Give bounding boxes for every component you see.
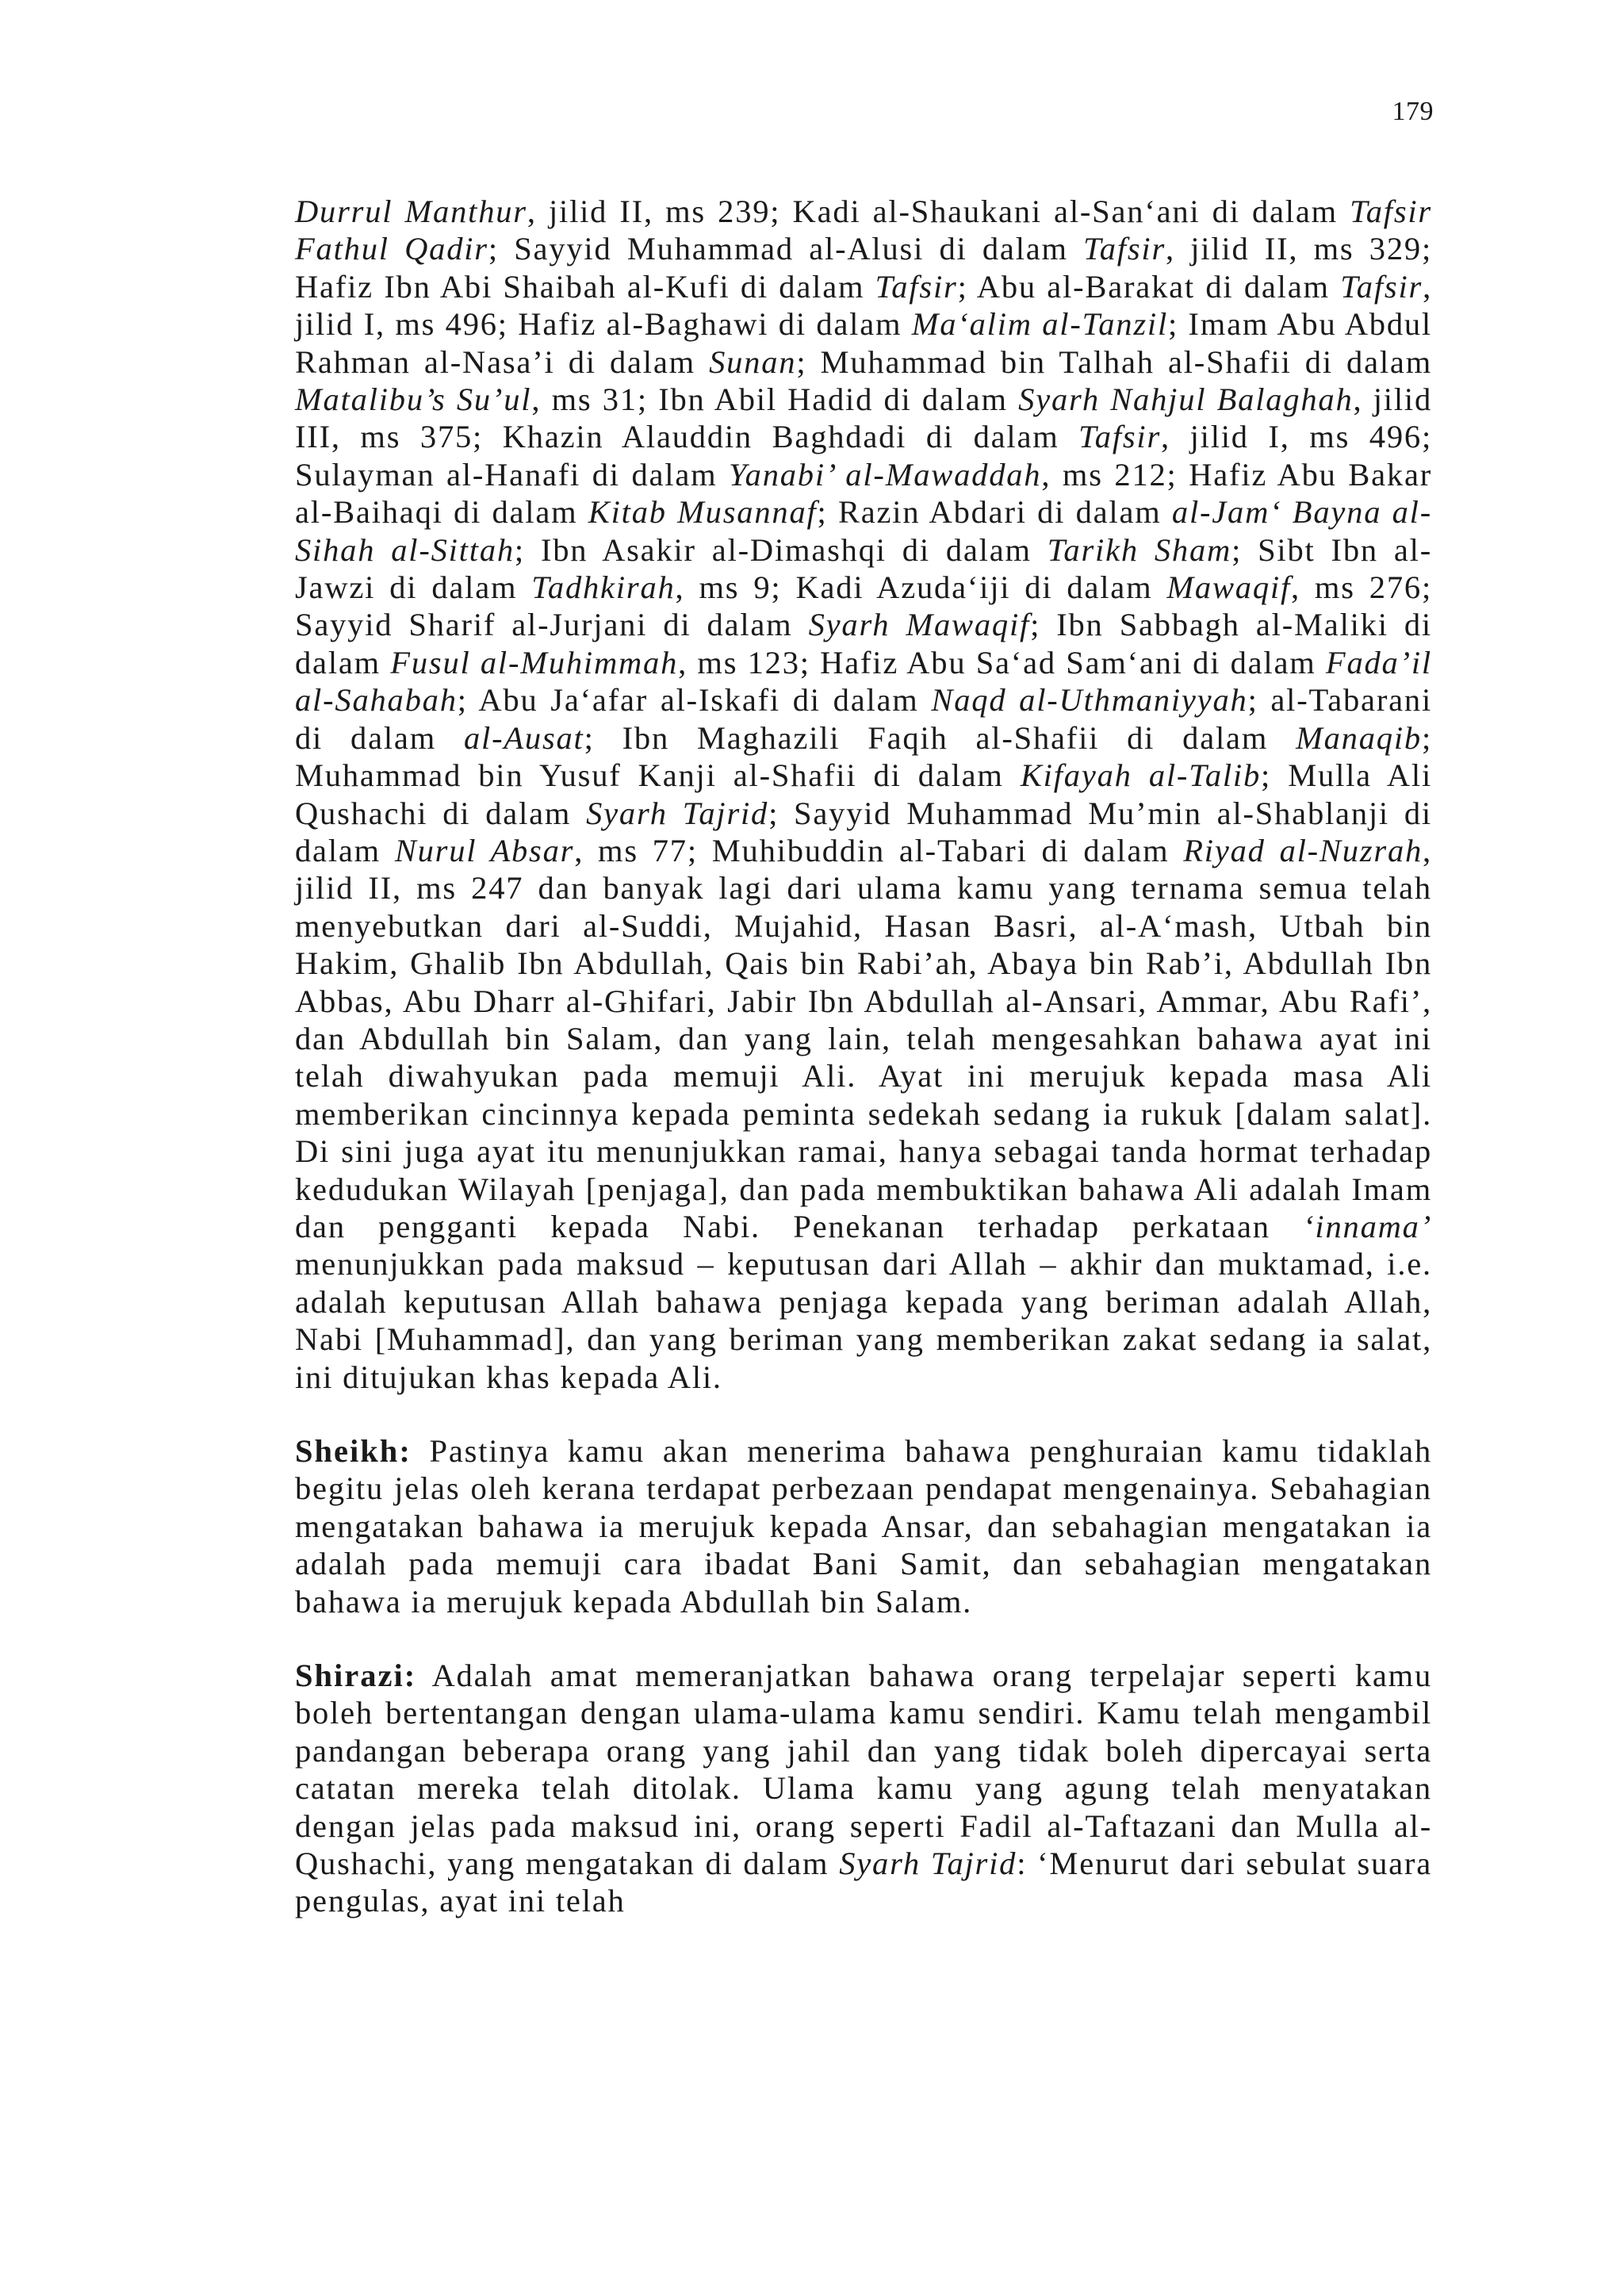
text-run: ; Ibn Sabbagh al-Maliki di dalam xyxy=(295,607,1432,680)
text-run: , jilid II, ms 239; Kadi al-Shaukani al-San‘ani di dalam xyxy=(527,194,1350,229)
book-title: Syarh Tajrid xyxy=(586,795,769,831)
book-title: Fusul al-Muhimmah xyxy=(390,644,679,680)
book-title: Durrul Manthur xyxy=(295,194,527,229)
book-title: Tafsir xyxy=(875,268,958,305)
text-run: , ms 9; Kadi Azuda‘iji di dalam xyxy=(675,569,1167,606)
text-run: ; Razin Abdari di dalam xyxy=(817,494,1172,531)
book-title: Matalibu’s Su’ul xyxy=(295,381,532,418)
text-run: ; Sayyid Muhammad al-Alusi di dalam xyxy=(488,231,1084,267)
text-run: , ms 77; Muhibuddin al-Tabari di dalam xyxy=(574,832,1184,868)
book-title: Riyad al-Nuzrah xyxy=(1183,832,1423,868)
text-run: Adalah amat memeranjatkan bahawa orang terpelajar seperti kamu boleh bertentangan dengan ulama-ulama kamu sendiri. Kamu telah mengambil pandangan beberapa orang yang jahil dan yang tidak boleh dipercayai serta catatan mereka telah ditolak. Ulama kamu yang agung telah menyatakan dengan jelas pada maksud ini, orang seperti Fadil al-Taftazani dan Mulla al-Qushachi, yang mengatakan di dalam xyxy=(295,1658,1432,1882)
text-run: ; Ibn Maghazili Faqih al-Shafii di dalam xyxy=(584,719,1297,756)
text-run: ; Sibt Ibn al-Jawzi di dalam xyxy=(295,531,1433,606)
dialogue-paragraph xyxy=(295,1657,1432,1920)
text-run: , ms 276; Sayyid Sharif al-Jurjani di dalam xyxy=(295,569,1433,643)
book-title: Nurul Absar xyxy=(394,832,575,868)
book-title: Tafsir xyxy=(1083,231,1166,267)
book-title: Manaqib xyxy=(1296,719,1422,756)
reference-paragraph xyxy=(295,193,1432,1396)
book-title: al-Jam‘ Bayna al-Sihah al-Sittah xyxy=(295,494,1432,568)
book-title: Fada’il al-Sahabah xyxy=(295,644,1432,719)
book-title: Sunan xyxy=(709,343,797,380)
book-title: Syarh Tajrid xyxy=(839,1846,1017,1882)
book-title: Syarh Mawaqif xyxy=(808,607,1031,643)
book-title: Syarh Nahjul Balaghah xyxy=(1018,381,1354,418)
text-run: ; Abu al-Barakat di dalam xyxy=(957,268,1341,305)
book-title: Naqd al-Uthmaniyyah xyxy=(931,682,1248,719)
text-run: ; Abu Ja‘afar al-Iskafi di dalam xyxy=(457,682,932,719)
text-run: , jilid I, ms 496; Hafiz al-Baghawi di dalam xyxy=(295,268,1433,343)
book-title: Tafsir xyxy=(1078,419,1162,455)
text-run: , ms 31; Ibn Abil Hadid di dalam xyxy=(531,381,1019,418)
text-run: , jilid I, ms 496; Sulayman al-Hanafi di dalam xyxy=(295,419,1432,493)
text-run: Pastinya kamu akan menerima bahawa penghuraian kamu tidaklah begitu jelas oleh kerana terdapat perbezaan pendapat mengenainya. Sebahagian mengatakan bahawa ia merujuk kepada Ansar, dan sebahagian mengatakan ia adalah pada memuji cara ibadat Bani Samit, dan sebahagian mengatakan bahawa ia merujuk kepada Abdullah bin Salam. xyxy=(295,1433,1432,1619)
book-title: Mawaqif xyxy=(1166,569,1291,606)
text-run: ; Ibn Asakir al-Dimashqi di dalam xyxy=(514,531,1048,568)
text-run: , jilid III, ms 375; Khazin Alauddin Baghdadi di dalam xyxy=(295,381,1432,455)
book-title: Tafsir Fathul Qadir xyxy=(295,194,1432,267)
text-run: ; al-Tabarani di dalam xyxy=(295,682,1432,756)
book-title: al-Ausat xyxy=(463,719,584,756)
dialogue-paragraph xyxy=(295,1432,1432,1620)
text-run: ; Mulla Ali Qushachi di dalam xyxy=(295,757,1432,831)
text-run: , jilid II, ms 247 dan banyak lagi dari ulama kamu yang ternama semua telah menyebutkan dari al-Suddi, Mujahid, Hasan Basri, al-A‘mash, Utbah bin Hakim, Ghalib Ibn Abdullah, Qais bin Rabi’ah, Abaya bin Rab’i, Abdullah Ibn Abbas, Abu Dharr al-Ghifari, Jabir Ibn Abdullah al-Ansari, Ammar, Abu Rafi’, dan Abdullah bin Salam, dan yang lain, telah mengesahkan bahawa ayat ini telah diwahyukan pada memuji Ali. Ayat ini merujuk kepada masa Ali memberikan cincinnya kepada peminta sedekah sedang ia rukuk [dalam salat]. Di sini juga ayat itu menunjukkan ramai, hanya sebagai tanda hormat terhadap kedudukan Wilayah [penjaga], dan pada membuktikan bahawa Ali adalah Imam dan pengganti kepada Nabi. Penekanan terhadap perkataan xyxy=(295,832,1432,1244)
text-run: , jilid II, ms 329; Hafiz Ibn Abi Shaibah al-Kufi di dalam xyxy=(295,231,1432,305)
text-run: ; Sayyid Muhammad Mu’min al-Shablanji di dalam xyxy=(295,795,1432,868)
book-title: Tadhkirah xyxy=(531,569,676,606)
text-run: menunjukkan pada maksud – keputusan dari Allah – akhir dan muktamad, i.e. adalah keputusan Allah bahawa penjaga kepada yang beriman adalah Allah, Nabi [Muhammad], dan yang beriman yang memberikan zakat sedang ia salat, ini ditujukan khas kepada Ali. xyxy=(295,1246,1432,1395)
text-run: ; Imam Abu Abdul Rahman al-Nasa’i di dalam xyxy=(295,306,1432,380)
book-title: Kifayah al-Talib xyxy=(1020,757,1262,794)
book-title: Kitab Musannaf xyxy=(588,494,818,531)
text-run: , ms 123; Hafiz Abu Sa‘ad Sam‘ani di dalam xyxy=(678,644,1326,680)
speaker-label: Sheikh: xyxy=(295,1433,412,1469)
book-title: Tarikh Sham xyxy=(1047,531,1232,568)
book-title: Yanabi’ al-Mawaddah xyxy=(729,456,1042,493)
book-title: Tafsir xyxy=(1340,268,1423,305)
speaker-label: Shirazi: xyxy=(295,1658,417,1694)
book-title: ‘innama’ xyxy=(1303,1208,1432,1244)
text-run: : ‘Menurut dari sebulat suara pengulas, ayat ini telah xyxy=(295,1846,1432,1919)
text-run: , ms 212; Hafiz Abu Bakar al-Baihaqi di dalam xyxy=(295,456,1433,531)
book-title: Ma‘alim al-Tanzil xyxy=(911,306,1169,343)
text-run: ; Muhammad bin Yusuf Kanji al-Shafii di dalam xyxy=(295,719,1432,794)
body-text xyxy=(295,193,1432,1920)
page-number: 179 xyxy=(1392,97,1434,126)
text-run: ; Muhammad bin Talhah al-Shafii di dalam xyxy=(796,343,1432,380)
